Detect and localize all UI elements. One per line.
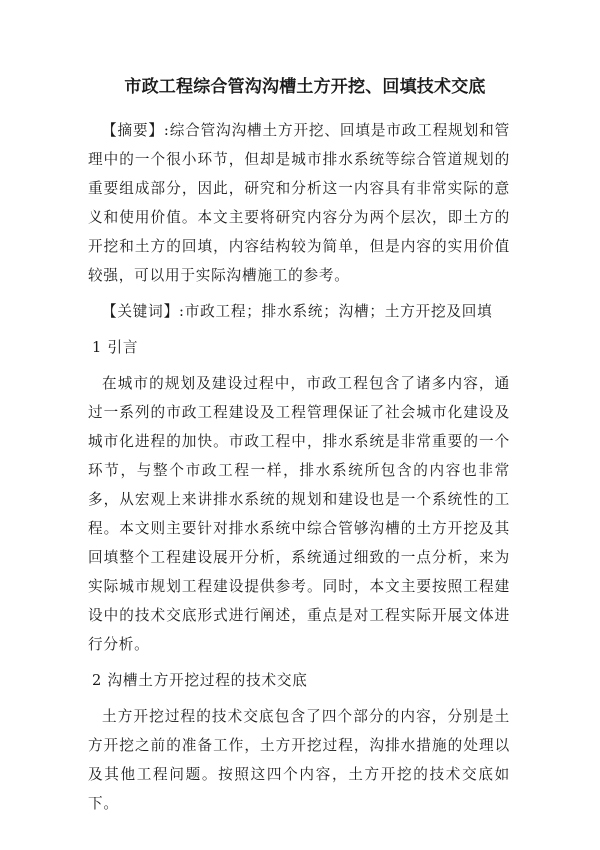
keywords-label: 【关键词】: [102,303,185,320]
section-heading-introduction: 1 引言 [92,339,139,356]
keywords-paragraph [88,297,510,326]
abstract-paragraph [88,116,510,290]
section-paragraph-excavation: 土方开挖过程的技术交底包含了四个部分的内容，分别是土方开挖之前的准备工作，土方开挖过程，沟排水措施的处理以及其他工程问题。按照这四个内容，土方开挖的技术交底如下。 [88,708,510,812]
abstract-text: 综合管沟沟槽土方开挖、回填是市政工程规划和管理中的一个很小环节，但却是城市排水系统等综合管道规划的重要组成部分，因此，研究和分析这一内容具有非常实际的意义和使用价值。本文主要将研究内容分为两个层次，即土方的开挖和土方的回填，内容结构较为简单，但是内容的实用价值较强，可以用于实际沟槽施工的参考。 [88,122,510,284]
document-title: 市政工程综合管沟沟槽土方开挖、回填技术交底 [124,77,486,97]
keywords-text: 市政工程；排水系统；沟槽；土方开挖及回填 [184,303,493,320]
abstract-label: 【摘要】: [102,122,170,139]
section-heading-excavation: 2 沟槽土方开挖过程的技术交底 [92,672,308,689]
section-paragraph-introduction: 在城市的规划及建设过程中，市政工程包含了诸多内容，通过一系列的市政工程建设及工程管理保证了社会城市化建设及城市化进程的加快。市政工程中，排水系统是非常重要的一个环节，与整个市政工程一样，排水系统所包含的内容也非常多，从宏观上来讲排水系统的规划和建设也是一个系统性的工程。本文则主要针对排水系统中综合管够沟槽的土方开挖及其回填整个工程建设展开分析，系统通过细致的一点分析，来为实际城市规划工程建设提供参考。同时，本文主要按照工程建设中的技术交底形式进行阐述，重点是对工程实际开展文体进行分析。 [88,375,510,653]
